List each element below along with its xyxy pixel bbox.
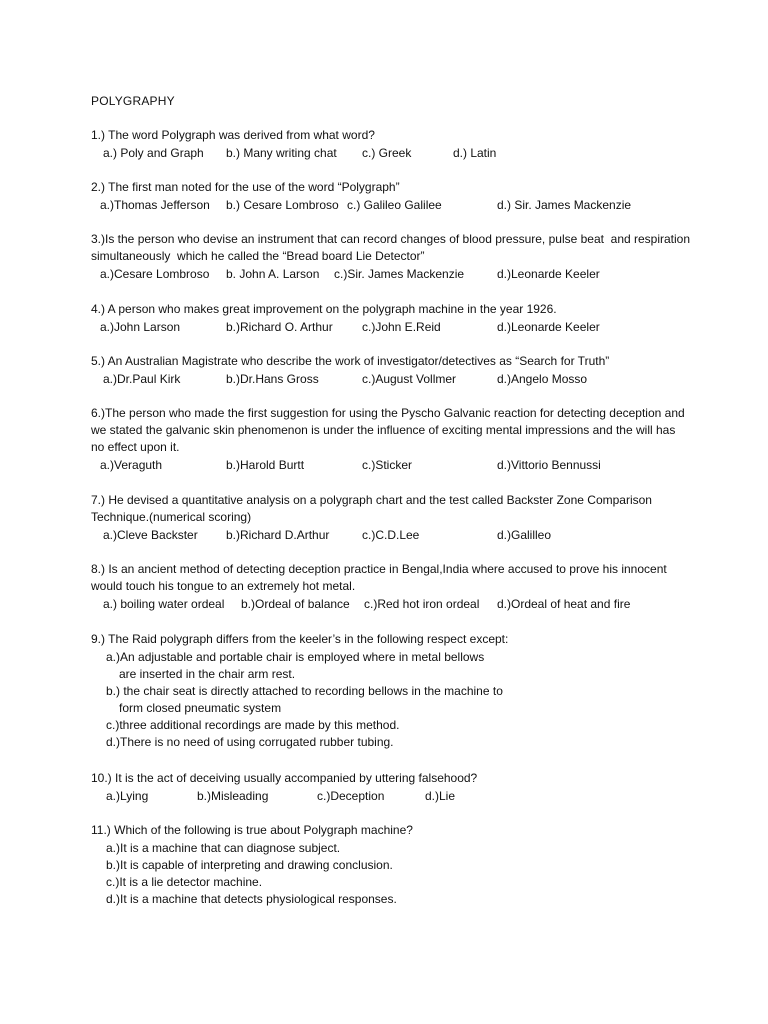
option-c: c.)Deception [317,789,385,803]
options-row [91,457,691,474]
option-a: a.)It is a machine that can diagnose subject. [106,841,341,855]
option-c: c.)John E.Reid [362,320,441,334]
option-d: d.)Vittorio Bennussi [497,458,601,472]
question-9 [91,631,691,751]
question-text: 1.) The word Polygraph was derived from what word? [91,128,375,142]
option-d: d.)Galilleo [497,528,552,542]
option-a: a.) boiling water ordeal [103,597,225,611]
option-a: a.)An adjustable and portable chair is employed where in metal bellows [106,650,485,664]
document-title: POLYGRAPHY [91,94,175,108]
question-text: 7.) He devised a quantitative analysis on a polygraph chart and the test called Backster Zone Comparison Technique.(numerical scoring) [91,493,656,524]
option-d: d.) Latin [453,146,497,160]
option-b: b.)Ordeal of balance [241,597,350,611]
question-11 [91,822,691,908]
option-b: b. John A. Larson [226,267,320,281]
question-text: 8.) Is an ancient method of detecting deception practice in Bengal,India where accused to prove his innocent would touch his tongue to an extremely hot metal. [91,562,671,593]
question-5 [91,353,691,388]
option-d: d.)Ordeal of heat and fire [497,597,631,611]
option-c: c.)Red hot iron ordeal [364,597,480,611]
option-d: d.)Angelo Mosso [497,372,588,386]
option-b-continued: form closed pneumatic system [119,701,282,715]
option-d: d.)Lie [425,789,456,803]
options-row [91,319,691,336]
option-b: b.)Harold Burtt [226,458,305,472]
option-c: c.) Greek [362,146,412,160]
question-4 [91,301,691,336]
option-a: a.)Thomas Jefferson [100,198,210,212]
option-c: c.)It is a lie detector machine. [106,875,263,889]
option-c: c.) Galileo Galilee [347,198,442,212]
option-c: c.)Sir. James Mackenzie [334,267,465,281]
question-text: 5.) An Australian Magistrate who describe the work of investigator/detectives as “Search for Truth” [91,354,610,368]
question-1 [91,127,691,162]
question-text: 9.) The Raid polygraph differs from the keeler’s in the following respect except: [91,632,509,646]
option-b: b.)Misleading [197,789,269,803]
options-row [91,266,691,283]
option-b: b.)It is capable of interpreting and drawing conclusion. [106,858,393,872]
question-text: 10.) It is the act of deceiving usually accompanied by uttering falsehood? [91,771,478,785]
question-text: 4.) A person who makes great improvement on the polygraph machine in the year 1926. [91,302,557,316]
option-a-continued: are inserted in the chair arm rest. [119,667,296,681]
options-row [91,145,691,162]
question-8 [91,561,691,613]
option-d: d.)There is no need of using corrugated rubber tubing. [106,735,394,749]
option-b: b.) Cesare Lombroso [226,198,339,212]
question-2 [91,179,691,214]
question-10 [91,770,691,805]
option-b: b.)Richard O. Arthur [226,320,333,334]
option-b: b.) Many writing chat [226,146,337,160]
question-6 [91,405,691,474]
option-a: a.) Poly and Graph [103,146,204,160]
option-d: d.)It is a machine that detects physiological responses. [106,892,397,906]
options-list [91,649,691,751]
options-row [91,596,691,613]
option-c: c.)C.D.Lee [362,528,420,542]
option-a: a.)Veraguth [100,458,163,472]
options-row [91,527,691,544]
option-d: d.)Leonarde Keeler [497,320,600,334]
question-text: 2.) The first man noted for the use of the word “Polygraph” [91,180,400,194]
options-list [91,840,691,908]
option-c: c.)August Vollmer [362,372,457,386]
question-text: 3.)Is the person who devise an instrument that can record changes of blood pressure, pulse beat and respiration simultaneously which he called the “Bread board Lie Detector” [91,232,694,263]
option-a: a.)John Larson [100,320,181,334]
question-3 [91,231,694,283]
option-a: a.)Cleve Backster [103,528,198,542]
option-b: b.)Richard D.Arthur [226,528,330,542]
option-b: b.) the chair seat is directly attached to recording bellows in the machine to [106,684,503,698]
option-d: d.) Sir. James Mackenzie [497,198,632,212]
question-7 [91,492,691,544]
option-a: a.)Lying [106,789,149,803]
option-c: c.)Sticker [362,458,413,472]
options-row [91,197,691,214]
option-d: d.)Leonarde Keeler [497,267,600,281]
option-c: c.)three additional recordings are made by this method. [106,718,400,732]
option-b: b.)Dr.Hans Gross [226,372,319,386]
question-text: 6.)The person who made the first suggestion for using the Pyscho Galvanic reaction for detecting deception and we stated the galvanic skin phenomenon is under the influence of exciting mental impressions and the will has no effect upon it. [91,406,689,454]
option-a: a.)Dr.Paul Kirk [103,372,181,386]
option-a: a.)Cesare Lombroso [100,267,210,281]
options-row [91,371,691,388]
question-text: 11.) Which of the following is true about Polygraph machine? [91,823,413,837]
options-row [91,788,691,805]
